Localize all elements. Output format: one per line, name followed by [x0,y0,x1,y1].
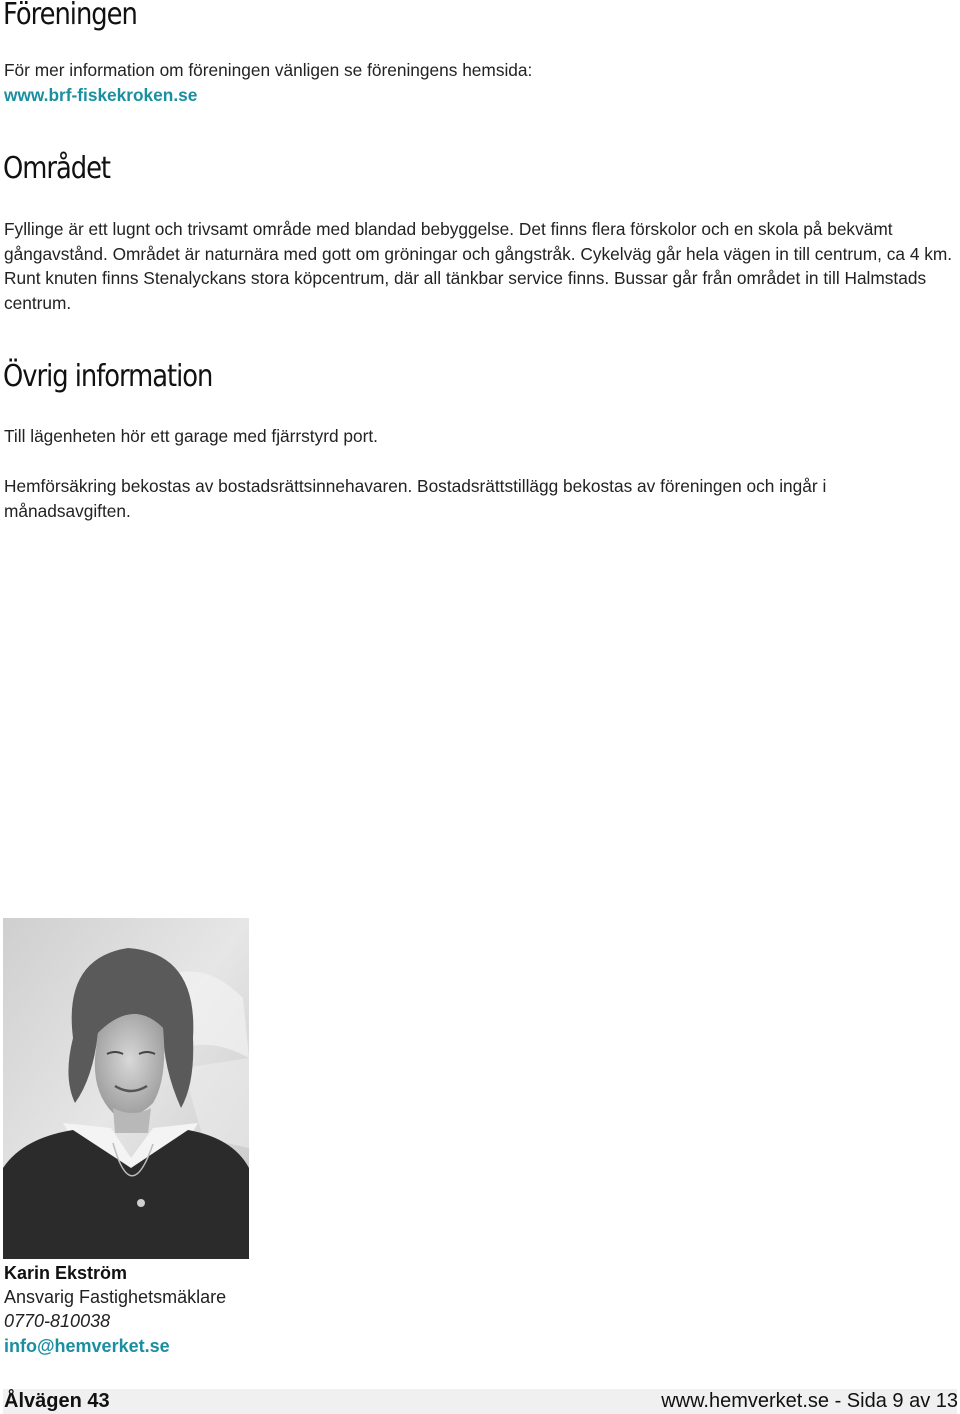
other-info-heading: Övrig information [3,359,213,394]
association-intro: För mer information om föreningen vänligen se föreningens hemsida: [4,60,533,80]
footer-page-info: www.hemverket.se - Sida 9 av 13 [661,1390,958,1412]
agent-phone: 0770-810038 [4,1311,111,1331]
footer-address: Ålvägen 43 [4,1390,110,1412]
agent-name: Karin Ekström [4,1263,128,1283]
insurance-info: Hemförsäkring bekostas av bostadsrättsinnehavaren. Bostadsrättstillägg bekostas av föreningen och ingår i månadsavgiften. [4,476,827,521]
area-heading: Området [3,151,111,186]
association-text [4,58,956,107]
area-description: Fyllinge är ett lugnt och trivsamt område med blandad bebyggelse. Det finns flera förskolor och en skola på bekvämt gångavstånd. Området är naturnära med gott om gröningar och gångstråk. Cykelväg går hela vägen in till centrum, ca 4 km. Runt knuten finns Stenalyckans stora köpcentrum, där all tänkbar service finns. Bussar går från området in till Halmstads centrum. [4,219,953,313]
association-heading: Föreningen [3,0,137,32]
association-website-link[interactable]: www.brf-fiskekroken.se [4,84,198,105]
agent-portrait-image [3,918,249,1259]
agent-email-link[interactable]: info@hemverket.se [4,1336,170,1356]
garage-info: Till lägenheten hör ett garage med fjärrstyrd port. [4,426,378,446]
agent-title: Ansvarig Fastighetsmäklare [4,1287,227,1307]
agent-photo [3,918,249,1259]
